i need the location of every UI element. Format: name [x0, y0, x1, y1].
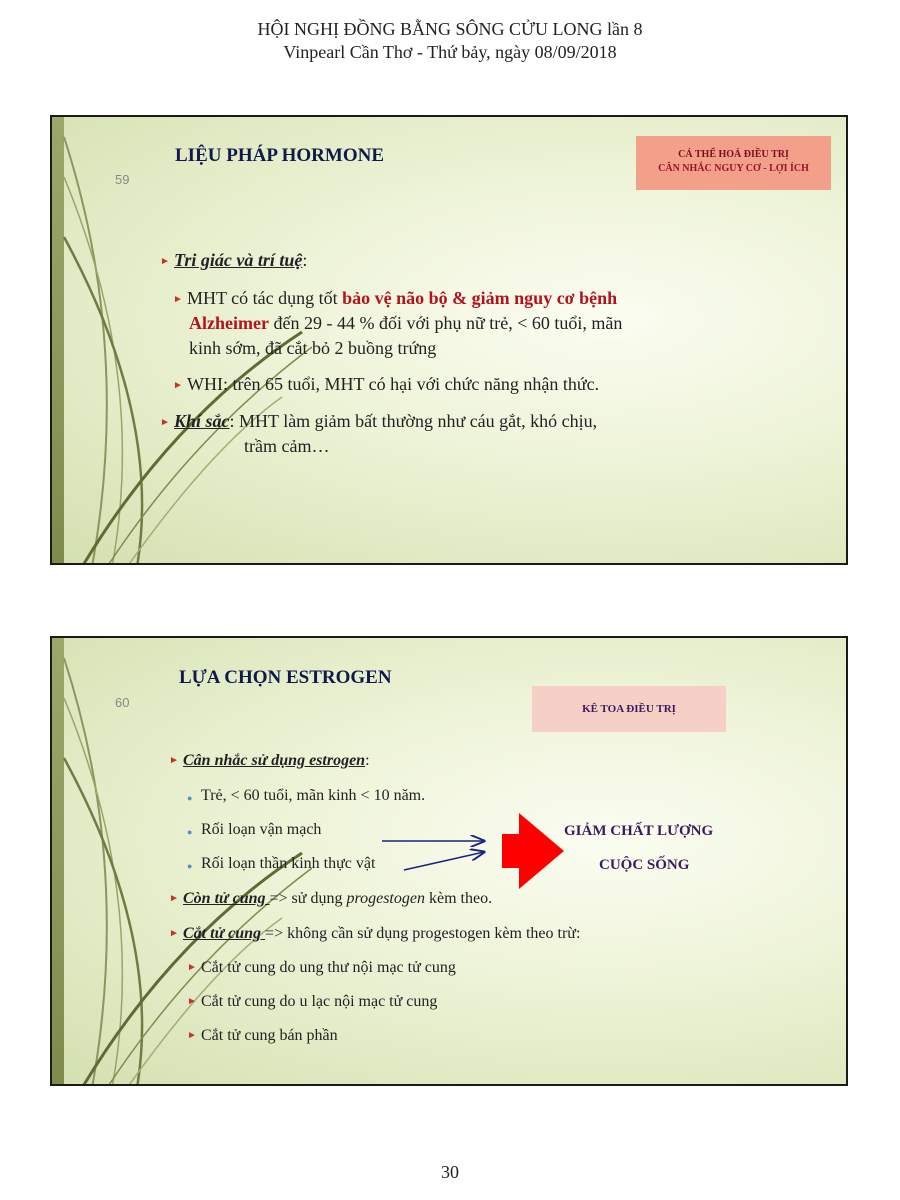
bullet-arrow-icon: ►	[169, 755, 179, 766]
tag-line-1: CÁ THỂ HOÁ ĐIỀU TRỊ	[678, 149, 789, 160]
sub-bullet-text: Rối loạn vận mạch	[201, 821, 322, 838]
bullet-mood-line2: trầm cảm…	[244, 436, 330, 456]
bullet-label: Tri giác và trí tuệ	[174, 250, 303, 270]
bullet-arrow-icon: ►	[187, 962, 197, 973]
conference-title: HỘI NGHỊ ĐỒNG BẰNG SÔNG CỬU LONG lần 8	[257, 19, 643, 39]
bullet-arrow-icon: ►	[187, 996, 197, 1007]
bullet-text: => không cần sử dụng progestogen kèm theo trừ:	[265, 925, 581, 942]
bullet-arrow-icon: ►	[187, 1030, 197, 1041]
sub-bullet-text: Rối loạn thần kinh thực vật	[201, 855, 376, 872]
emphasis-text: Alzheimer	[189, 313, 269, 333]
sub-bullet-text: Trẻ, < 60 tuổi, mãn kinh < 10 năm.	[201, 787, 426, 804]
bullet-arrow-icon: ►	[173, 294, 183, 305]
tag-line-2: CÂN NHẮC NGUY CƠ - LỢI ÍCH	[658, 163, 809, 174]
bullet-colon: :	[365, 752, 370, 769]
slide-title: LIỆU PHÁP HORMONE	[175, 145, 385, 166]
arrows-diagram	[52, 638, 848, 1086]
bullet-label: Còn tử cung	[183, 890, 270, 907]
bullet-hysterectomy	[169, 923, 580, 947]
slide-59	[50, 115, 848, 565]
progestogen-term: progestogen	[346, 890, 425, 907]
sub-bullet-hysterectomy-cancer	[187, 957, 456, 981]
slide-number: 59	[115, 172, 130, 187]
bullet-dot-icon: ●	[187, 827, 193, 837]
sub-bullet-text: MHT có tác dụng tốt	[187, 288, 343, 308]
bullet-uterus-present	[169, 888, 492, 912]
bullet-text: kèm theo.	[424, 890, 493, 907]
conference-venue-date: Vinpearl Cần Thơ - Thứ bảy, ngày 08/09/2018	[283, 42, 617, 62]
bullet-arrow-icon: ►	[160, 256, 170, 267]
bullet-dot-icon: ●	[187, 861, 193, 871]
sub-bullet-text: Cắt tử cung do ung thư nội mạc tử cung	[201, 959, 456, 976]
page-number: 30	[441, 1162, 459, 1182]
sub-bullet-hysterectomy-partial	[187, 1025, 338, 1049]
emphasis-text: bảo vệ não bộ & giảm nguy cơ bệnh	[342, 288, 618, 308]
sub-bullet-whi	[173, 372, 599, 400]
bullet-arrow-icon: ►	[169, 893, 179, 904]
slide-number: 60	[115, 695, 130, 710]
thin-arrow-icon	[404, 852, 484, 870]
sub-bullet-neuroprotection-line3: kinh sớm, đã cắt bỏ 2 buồng trứng	[189, 338, 437, 358]
sub-bullet-neuroprotection-line2	[189, 311, 622, 336]
bullet-mood	[160, 409, 597, 437]
bullet-arrow-icon: ►	[169, 928, 179, 939]
big-red-arrow-icon	[502, 813, 564, 889]
bullet-arrow-icon: ►	[160, 417, 170, 428]
sub-bullet-hysterectomy-endometriosis	[187, 991, 437, 1015]
tag-individualize-treatment	[636, 136, 831, 190]
quality-of-life-label: GIẢM CHẤT LƯỢNG	[564, 823, 714, 839]
sub-bullet-text: Cắt tử cung do u lạc nội mạc tử cung	[201, 993, 438, 1010]
sub-bullet-text: WHI: trên 65 tuổi, MHT có hại với chức năng nhận thức.	[187, 374, 600, 394]
bullet-text: => sử dụng	[269, 890, 347, 907]
tag-prescribe-treatment: KÊ TOA ĐIỀU TRỊ	[532, 686, 726, 732]
slide-60	[50, 636, 848, 1086]
bullet-dot-icon: ●	[187, 793, 193, 803]
slide-side-strip	[52, 117, 64, 563]
bullet-colon: :	[302, 250, 308, 270]
quality-of-life-label-line2: CUỘC SỐNG	[599, 857, 690, 873]
bullet-label: Khí sắc	[174, 411, 230, 431]
bullet-arrow-icon: ►	[173, 380, 183, 391]
slide-title: LỰA CHỌN ESTROGEN	[179, 667, 392, 688]
sub-bullet-neuroprotection	[173, 286, 617, 314]
bullet-label: Cắt tử cung	[183, 925, 266, 942]
bullet-cognition	[160, 248, 307, 276]
bullet-label: Cân nhắc sử dụng estrogen	[183, 752, 366, 769]
page-header	[0, 18, 900, 64]
sub-bullet-text: Cắt tử cung bán phần	[201, 1027, 338, 1044]
sub-bullet-text: đến 29 - 44 % đối với phụ nữ trẻ, < 60 tuổi, mãn	[268, 313, 623, 333]
bullet-text: : MHT làm giảm bất thường như cáu gắt, khó chịu,	[229, 411, 598, 431]
